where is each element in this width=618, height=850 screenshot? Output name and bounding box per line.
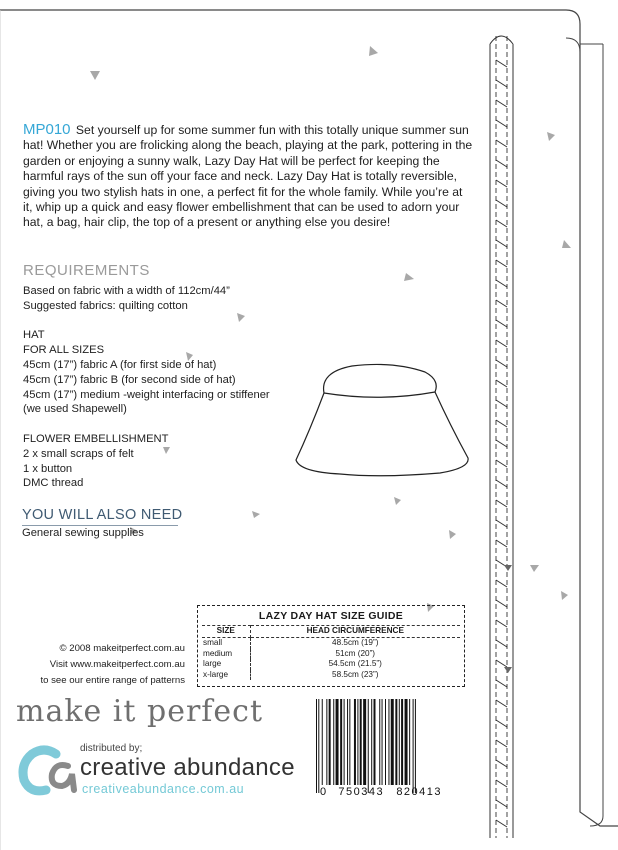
- distributor-name: creative abundance: [80, 754, 295, 781]
- size-cell: x-large: [202, 670, 250, 681]
- circ-cell: 48.5cm (19”): [332, 638, 379, 647]
- stitched-border: [490, 36, 513, 838]
- distributed-by-label: distributed by;: [80, 743, 143, 754]
- req-line: DMC thread: [23, 477, 84, 490]
- requirements-heading: REQUIREMENTS: [23, 262, 150, 279]
- req-line: 45cm (17”) fabric B (for second side of hat): [23, 373, 236, 386]
- heading-underline: [22, 525, 178, 526]
- website-line: Visit www.makeitperfect.com.au: [49, 659, 185, 670]
- size-guide-box: [197, 605, 465, 687]
- size-guide-title: LAZY DAY HAT SIZE GUIDE: [258, 610, 404, 622]
- barcode-digits-right: 820413: [396, 786, 443, 798]
- req-line: HAT: [23, 329, 45, 342]
- size-guide-table: [202, 625, 460, 680]
- product-code: MP010: [23, 121, 71, 138]
- creative-abundance-ca-icon: [16, 740, 78, 798]
- size-cell: medium: [202, 649, 250, 660]
- barcode-digit-first: 0: [320, 786, 327, 798]
- col-head-header: HEAD CIRCUMFERENCE: [250, 626, 460, 638]
- req-line: 2 x small scraps of felt: [23, 447, 134, 460]
- make-it-perfect-logo: make it perfect: [16, 694, 264, 729]
- table-row: [202, 659, 460, 670]
- req-line: 45cm (17”) medium -weight interfacing or stiffener: [23, 388, 270, 401]
- circ-cell: 54.5cm (21.5”): [328, 659, 382, 668]
- circ-cell: 51cm (20”): [335, 648, 376, 658]
- size-cell: large: [202, 659, 250, 670]
- req-line: (we used Shapewell): [23, 403, 127, 416]
- intro-paragraph: [23, 122, 475, 231]
- range-line: to see our entire range of patterns: [40, 675, 185, 686]
- req-line: 45cm (17”) fabric A (for first side of hat): [23, 358, 217, 371]
- table-row: [202, 638, 460, 649]
- table-row: [202, 670, 460, 681]
- barcode: [316, 699, 466, 799]
- req-line: Based on fabric with a width of 112cm/44”: [23, 285, 230, 297]
- req-line: FOR ALL SIZES: [23, 344, 105, 357]
- size-cell: small: [202, 638, 250, 649]
- copyright-line: © 2008 makeitperfect.com.au: [59, 643, 185, 654]
- barcode-number: [320, 786, 464, 798]
- copyright-block: [10, 641, 185, 689]
- req-line: Suggested fabrics: quilting cotton: [23, 299, 188, 312]
- table-row: [202, 649, 460, 660]
- distributor-url: creativeabundance.com.au: [82, 782, 245, 796]
- req-line: FLOWER EMBELLISHMENT: [23, 432, 169, 445]
- also-need-heading: YOU WILL ALSO NEED: [22, 507, 183, 523]
- intro-text: Set yourself up for some summer fun with this totally unique summer sun hat! Whether you are frolicking along the beach, playing at the park, pottering in the garden or enjoying a sunny walk, Lazy Day Hat will be perfect for keeping the harmful rays of the sun off your face and neck. Lazy Day Hat is totally reversible, giving you two stylish hats in one, a perfect fit for the whole family. While you’re at it, whip up a quick and easy flower embellishment that can be used to adorn your hat, a bag, hair clip, the top of a present or anything else you desire!: [23, 123, 473, 230]
- also-need-text: General sewing supplies: [22, 527, 144, 539]
- stitch-marks: [496, 60, 507, 827]
- circ-cell: 58.5cm (23”): [332, 669, 379, 679]
- req-line: 1 x button: [23, 462, 73, 475]
- barcode-digits-left: 750343: [338, 786, 385, 798]
- requirements-list: [23, 284, 323, 491]
- col-size-header: SIZE: [202, 626, 250, 638]
